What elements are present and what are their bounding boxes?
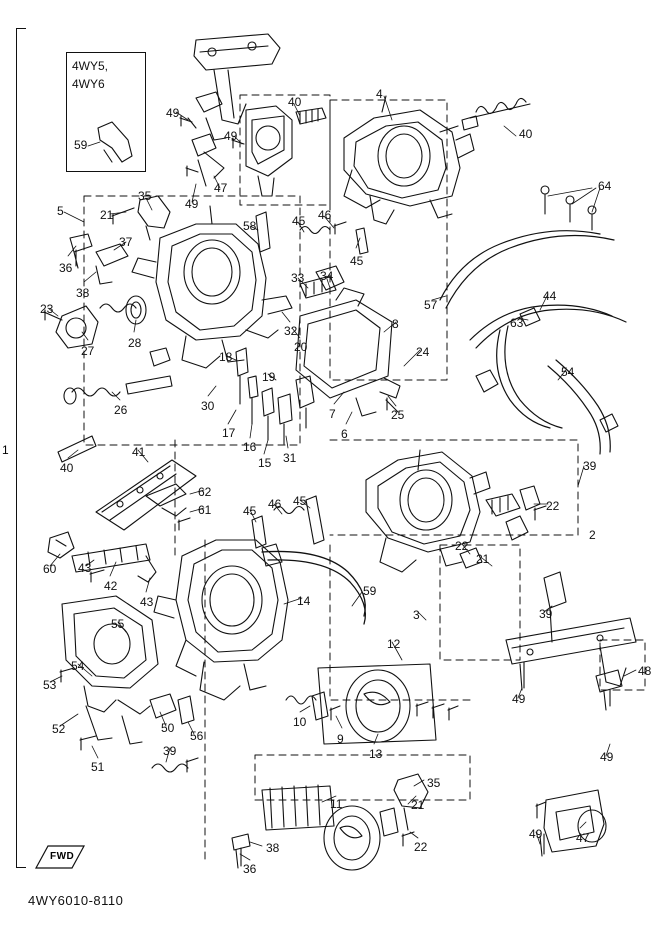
callout-39: 39 <box>163 744 177 758</box>
callout-38: 38 <box>266 841 280 855</box>
callout-61: 61 <box>198 503 212 517</box>
callout-57: 57 <box>424 298 438 312</box>
callout-39: 39 <box>583 459 597 473</box>
callout-51: 51 <box>91 760 105 774</box>
callout-36: 36 <box>243 862 257 876</box>
callout-31: 31 <box>283 451 297 465</box>
callout-5: 5 <box>57 204 64 218</box>
callout-46: 46 <box>318 208 332 222</box>
callout-17: 17 <box>222 426 236 440</box>
callout-22: 22 <box>546 499 560 513</box>
callout-38: 38 <box>76 286 90 300</box>
callout-45: 45 <box>292 214 306 228</box>
callout-3: 3 <box>413 608 420 622</box>
callout-55: 55 <box>111 617 125 631</box>
callout-21: 21 <box>476 552 490 566</box>
callout-49: 49 <box>512 692 526 706</box>
callout-49: 49 <box>224 129 238 143</box>
callout-11: 11 <box>330 797 343 811</box>
callout-49: 49 <box>185 197 199 211</box>
callout-9: 9 <box>337 732 344 746</box>
callout-45: 45 <box>243 504 257 518</box>
callout-14: 14 <box>297 594 311 608</box>
callout-52: 52 <box>52 722 66 736</box>
callout-8: 8 <box>392 317 399 331</box>
callout-7: 7 <box>329 407 336 421</box>
callout-44: 44 <box>543 289 557 303</box>
callout-60: 60 <box>43 562 57 576</box>
callout-49: 49 <box>529 827 543 841</box>
callout-58: 58 <box>243 219 257 233</box>
callout-34: 34 <box>320 269 334 283</box>
callout-2: 2 <box>589 528 596 542</box>
callout-23: 23 <box>40 302 54 316</box>
callout-21: 21 <box>411 798 425 812</box>
callout-6: 6 <box>341 427 348 441</box>
callout-40: 40 <box>60 461 74 475</box>
callout-43: 43 <box>140 595 154 609</box>
callout-35: 35 <box>138 189 152 203</box>
callout-10: 10 <box>293 715 307 729</box>
callout-40: 40 <box>519 127 533 141</box>
callout-35: 35 <box>427 776 441 790</box>
callout-45: 45 <box>293 494 307 508</box>
callout-4: 4 <box>376 87 383 101</box>
callout-33: 33 <box>291 271 305 285</box>
group-bracket-label: 1 <box>2 443 9 457</box>
callout-59: 59 <box>363 584 377 598</box>
callout-49: 49 <box>166 106 180 120</box>
callout-41: 41 <box>132 445 146 459</box>
callout-22: 22 <box>414 840 428 854</box>
callout-54: 54 <box>71 659 85 673</box>
variant-note-line1: 4WY5, <box>72 59 109 73</box>
callout-47: 47 <box>214 181 228 195</box>
callout-21: 21 <box>100 208 114 222</box>
figure-code: 4WY6010-8110 <box>28 893 124 908</box>
callout-25: 25 <box>391 408 405 422</box>
callout-28: 28 <box>128 336 142 350</box>
callout-19: 19 <box>262 370 276 384</box>
callout-30: 30 <box>201 399 215 413</box>
callout-15: 15 <box>258 456 272 470</box>
variant-note-line2: 4WY6 <box>72 77 105 91</box>
callout-16: 16 <box>243 440 257 454</box>
callout-20: 20 <box>294 340 308 354</box>
callout-64: 64 <box>598 179 612 193</box>
callout-62: 62 <box>198 485 212 499</box>
callout-39: 39 <box>539 607 553 621</box>
callout-47: 47 <box>576 831 590 845</box>
callout-45: 45 <box>350 254 364 268</box>
callout-40: 40 <box>288 95 302 109</box>
callout-46: 46 <box>268 497 282 511</box>
callout-48: 48 <box>638 664 652 678</box>
callout-32: 32 <box>284 324 298 338</box>
callout-36: 36 <box>59 261 73 275</box>
callout-22: 22 <box>455 539 469 553</box>
callout-13: 13 <box>369 747 383 761</box>
callout-42: 42 <box>104 579 118 593</box>
callout-27: 27 <box>81 344 95 358</box>
fwd-label: FWD <box>50 851 75 862</box>
callout-43: 43 <box>78 561 92 575</box>
group-bracket <box>16 28 26 868</box>
callout-37: 37 <box>119 235 133 249</box>
callout-59: 59 <box>74 138 88 152</box>
callout-24: 24 <box>416 345 430 359</box>
callout-49: 49 <box>600 750 614 764</box>
fwd-arrow <box>34 842 86 872</box>
callout-56: 56 <box>190 729 204 743</box>
callout-26: 26 <box>114 403 128 417</box>
callout-12: 12 <box>387 637 401 651</box>
callout-54: 54 <box>561 365 575 379</box>
callout-18: 18 <box>219 350 233 364</box>
callout-63: 63 <box>510 316 524 330</box>
callout-50: 50 <box>161 721 175 735</box>
callout-53: 53 <box>43 678 57 692</box>
